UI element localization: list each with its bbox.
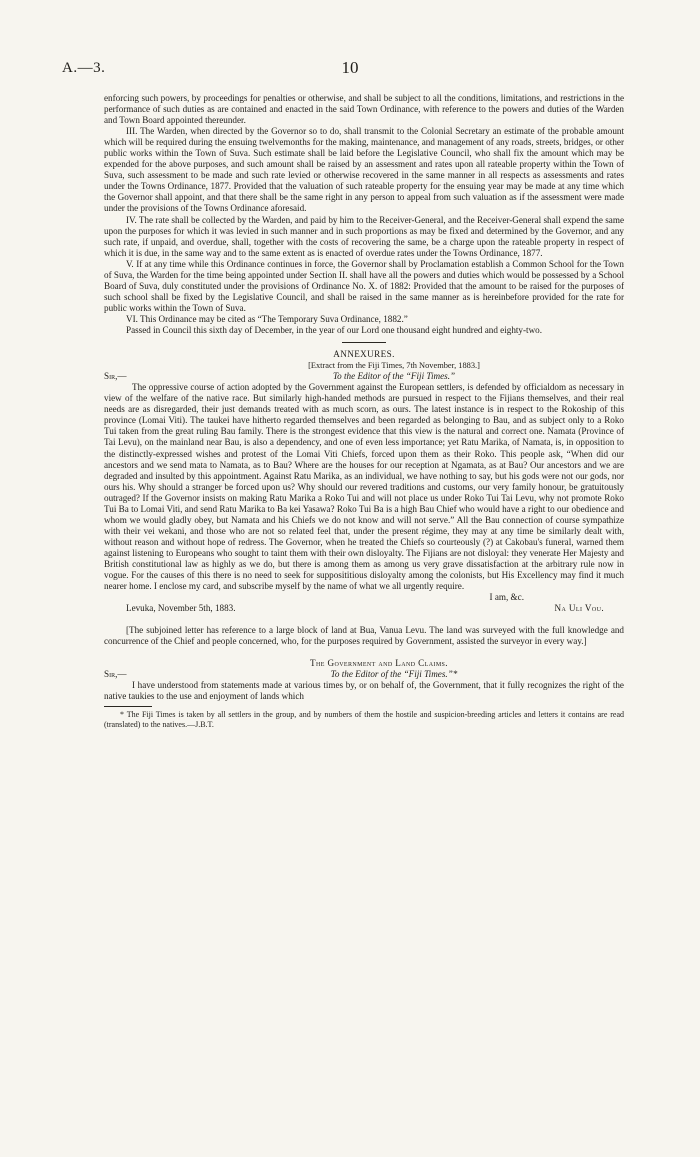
ordinance-section-6: VI. This Ordinance may be cited as “The Temporary Suva Ordinance, 1882.” (126, 313, 408, 324)
page-number: 10 (341, 58, 359, 77)
ordinance-section-4: IV. The rate shall be collected by the Warden, and paid by him to the Receiver-General, and the Receiver-General shall expend the same upon the purposes for which it was levied in such manner and in such proportions as may be fixed and determined by the Governor, and any such rate, if unpaid, and overdue, shall, together with the costs of recovering the same, be a charge upon the rateable property in respect of which it is due, in the same way and to the same extent as is enacted of overdue rates under the Towns Ordinance, 1877. (104, 214, 624, 258)
second-letter-body: I have understood from statements made at various times by, or on behalf of, the Government, that it fully recognizes the right of the native taukies to the use and enjoyment of lands which (104, 680, 624, 702)
letter-place-date: Levuka, November 5th, 1883. (126, 603, 236, 614)
extract-source-line: [Extract from the Fiji Times, 7th November, 1883.] (308, 361, 480, 371)
letter-signature: Na Uli Vou. (554, 603, 604, 614)
salutation: Sir,— (104, 371, 127, 382)
letter-closing: I am, &c. (489, 592, 524, 603)
to-editor-line-2: To the Editor of the “Fiji Times.”* (330, 669, 458, 680)
to-editor-line: To the Editor of the “Fiji Times.” (332, 371, 456, 382)
letter-signature-row (104, 603, 624, 614)
document-reference: A.—3. (62, 60, 106, 76)
ordinance-section-3: III. The Warden, when directed by the Governor so to do, shall transmit to the Colonial Secretary an estimate of the probable amount which will be required during the ensuing twelvemonths for the making, maintenance, and management of any roads, streets, bridges, or other public works within the Town of Suva. Such estimate shall be laid before the Legislative Council, who shall fix the amount which may be expended for the above purposes, and such amount shall be raised by an assessment and rates upon all rateable property within the Town of Suva, such assessment to be made and such rate levied or otherwise recovered in the same manner in all respects as assessments and rates under the Towns Ordinance, 1877. Provided that the valuation of such rateable property for the ensuing year may be made at any time which the Governor shall appoint, and that there shall be the same right in any person to appeal from such valuation as if the assessment were made under the provisions of the Towns Ordinance aforesaid. (104, 126, 624, 214)
footnote: * The Fiji Times is taken by all settlers in the group, and by numbers of them the hostile and suspicion-breeding articles and letters it contains are read (translated) to the natives.—J.B.T. (104, 709, 624, 729)
page-body (104, 93, 624, 730)
salutation-2: Sir,— (104, 669, 127, 680)
ordinance-passed-clause: Passed in Council this sixth day of December, in the year of our Lord one thousand eight hundred and eighty-two. (126, 324, 542, 335)
footnote-divider (104, 706, 152, 707)
ordinance-section-5: V. If at any time while this Ordinance continues in force, the Governor shall by Proclamation establish a Common School for the Town of Suva, the Warden for the time being appointed under Section II. shall have all the powers and duties which would be possessed by a School Board of Suva, duly constituted under the provisions of Ordinance No. X. of 1882: Provided that the amount to be raised for the purposes of such school shall be fixed by the Legislative Council, and shall be raised in the same manner as is hereinbefore provided for the rate for public works within the Town of Suva. (104, 258, 624, 313)
ordinance-paragraph-continued: enforcing such powers, by proceedings for penalties or otherwise, and shall be subject to all the conditions, limitations, and restrictions in the performance of such duties as are contained and enacted in the said Town Ordinance, with reference to the powers and duties of the Warden and Town Board appointed thereunder. (104, 93, 624, 126)
annexures-title: ANNEXURES. (333, 349, 395, 360)
section-divider (342, 342, 386, 343)
second-letter-heading: The Government and Land Claims. (310, 658, 448, 669)
letter-body: The oppressive course of action adopted by the Government against the European settlers, is defended by officialdom as necessary in view of the welfare of the native race. But similarly high-handed methods are pursued in respect to the Fijians themselves, and their real needs are as disregarded, their just demands treated with as much scorn, as ours. The latest instance is in respect to the Rokoship of this province (Lomai Viti). The taukei have hitherto regarded themselves and been regarded as belonging to Bau, and as subject only to a Roko Tui taken from the great ruling Bau family. There is the strongest evidence that this view is the natural and correct one. Namata (Province of Tai Levu), on the mainland near Bau, is also a dependency, and one of even less importance; yet Ratu Marika, of Namata, is, in opposition to the distinctly-expressed wishes and protest of the Lomai Viti Chiefs, forced upon them as their Roko. This people ask, “When did our ancestors and we send mata to Namata, as to Bau? Where are the houses for our reception at Ngamata, as at Bau? Our ancestors and we are degraded and insulted by this appointment. Against Ratu Marika, as an individual, we have nothing to say, but his gods were not our gods, nor ours his. Why should a stranger be forced upon us? Why should our revered traditions and customs, our very family honour, be gratuitously outraged? If the Governor insists on making Ratu Marika a Roko Tui and will not place us under Roko Tui Tai Levu, why not promote Roko Tui Ba to Lomai Viti, and send Ratu Marika to Ba kei Yasawa? Roko Tui Ba is a high Bau Chief who would have a right to our obedience and whom we would gladly obey, but Namata and his Chiefs we do not know and will not serve.” All the Bau connection of course sympathize with their vei wekani, and those who are not so related feel that, under the present régime, they may at any time be similarly dealt with, without reason and without hope of redress. The Governor, when he treated the Chiefs so courteously (?) at Cakobau's funeral, warned them against listening to Europeans who sought to taint them with their own disloyalty. The Fijians are not disloyal: they venerate Her Majesty and British constitutional law as highly as we do, but there is among them as among us very grave dissatisfaction at the arbitrary rule now in vogue. For the causes of this there is no need to seek for supposititious disloyalty among the colonists, but His Excellency may find it much nearer home. I enclose my card, and subscribe myself by the name of what we all urgently require. (104, 382, 624, 592)
editorial-note: [The subjoined letter has reference to a large block of land at Bua, Vanua Levu. The land was surveyed with the full knowledge and concurrence of the Chief and people concerned, who, for the purposes required by Government, assisted the surveyor in every way.] (104, 625, 624, 647)
